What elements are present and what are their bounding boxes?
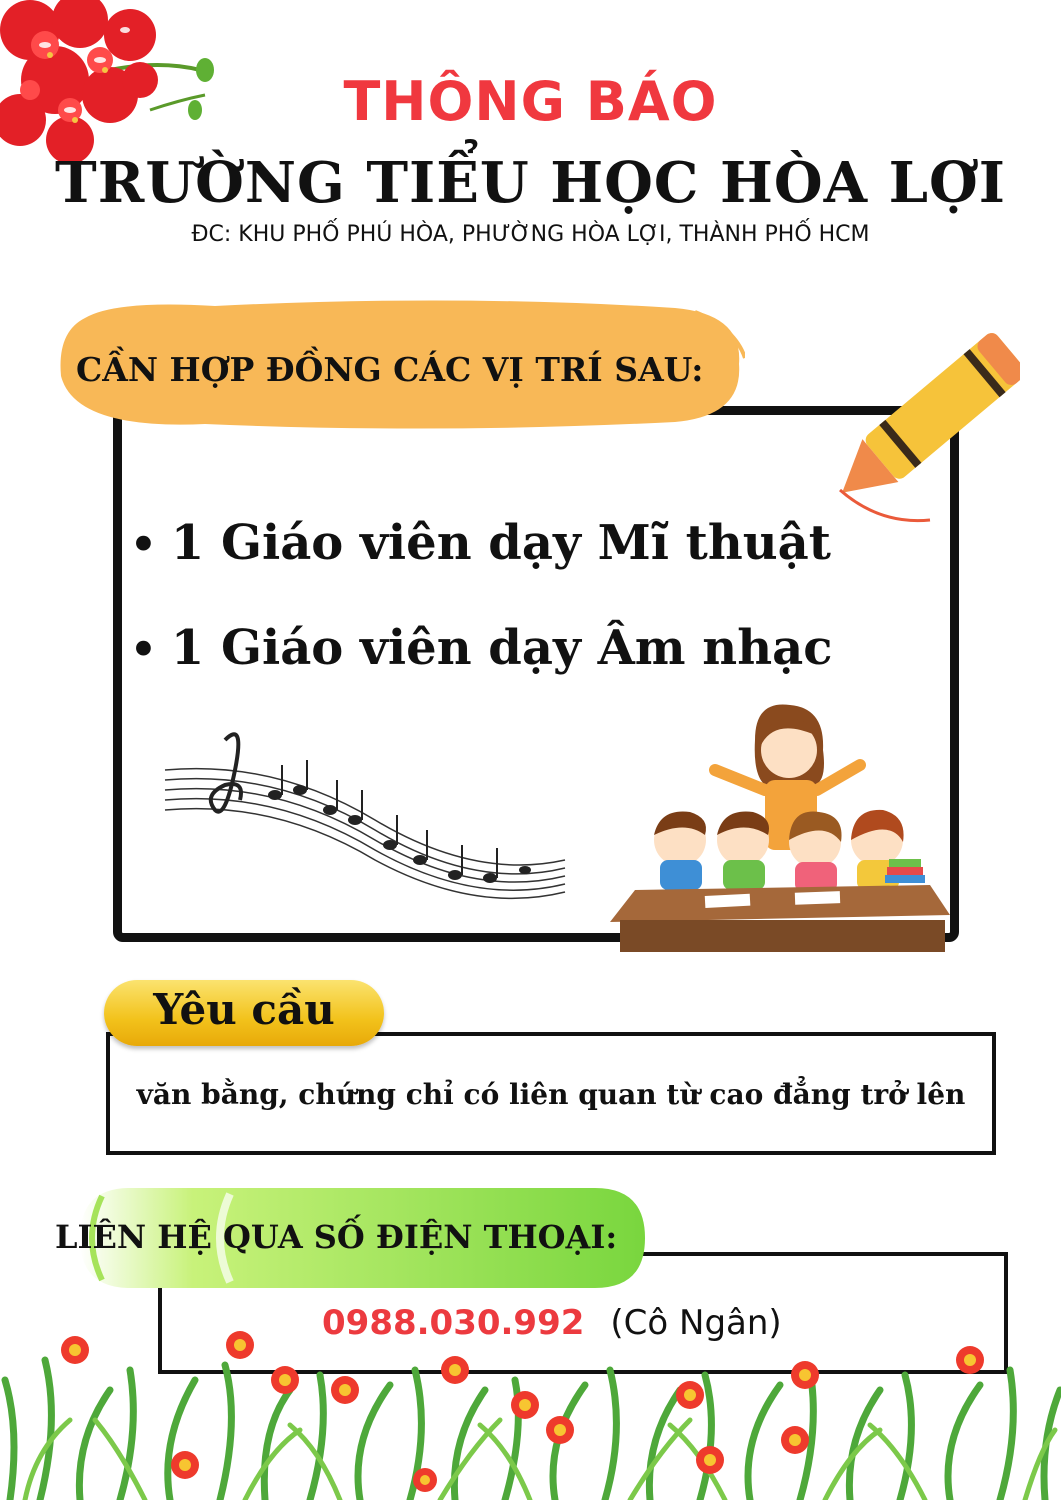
bullet: • — [130, 520, 157, 569]
music-notes-icon — [155, 710, 575, 900]
position-item-text: 1 Giáo viên dạy Mĩ thuật — [170, 515, 831, 571]
notice-title: THÔNG BÁO — [343, 70, 718, 133]
pencil-crayon-icon — [820, 320, 1020, 540]
bullet: • — [130, 625, 157, 674]
contact-person: (Cô Ngân) — [610, 1303, 782, 1343]
grass-flowers-icon — [0, 1320, 1061, 1500]
requirements-text: văn bằng, chứng chỉ có liên quan từ cao đẳng trở lên — [136, 1078, 966, 1111]
requirements-label: Yêu cầu — [153, 985, 335, 1034]
phone-number: 0988.030.992 — [322, 1303, 585, 1343]
contact-label: LIÊN HỆ QUA SỐ ĐIỆN THOẠI: — [55, 1218, 618, 1256]
school-address: ĐC: KHU PHỐ PHÚ HÒA, PHƯỜNG HÒA LỢI, THÀNH PHỐ HCM — [191, 222, 870, 247]
teacher-students-icon — [605, 700, 955, 955]
position-item — [130, 515, 831, 571]
school-name: TRƯỜNG TIỂU HỌC HÒA LỢI — [55, 150, 1006, 216]
position-item-text: 1 Giáo viên dạy Âm nhạc — [170, 620, 833, 676]
position-item — [130, 620, 832, 676]
positions-heading: CẦN HỢP ĐỒNG CÁC VỊ TRÍ SAU: — [76, 350, 704, 389]
